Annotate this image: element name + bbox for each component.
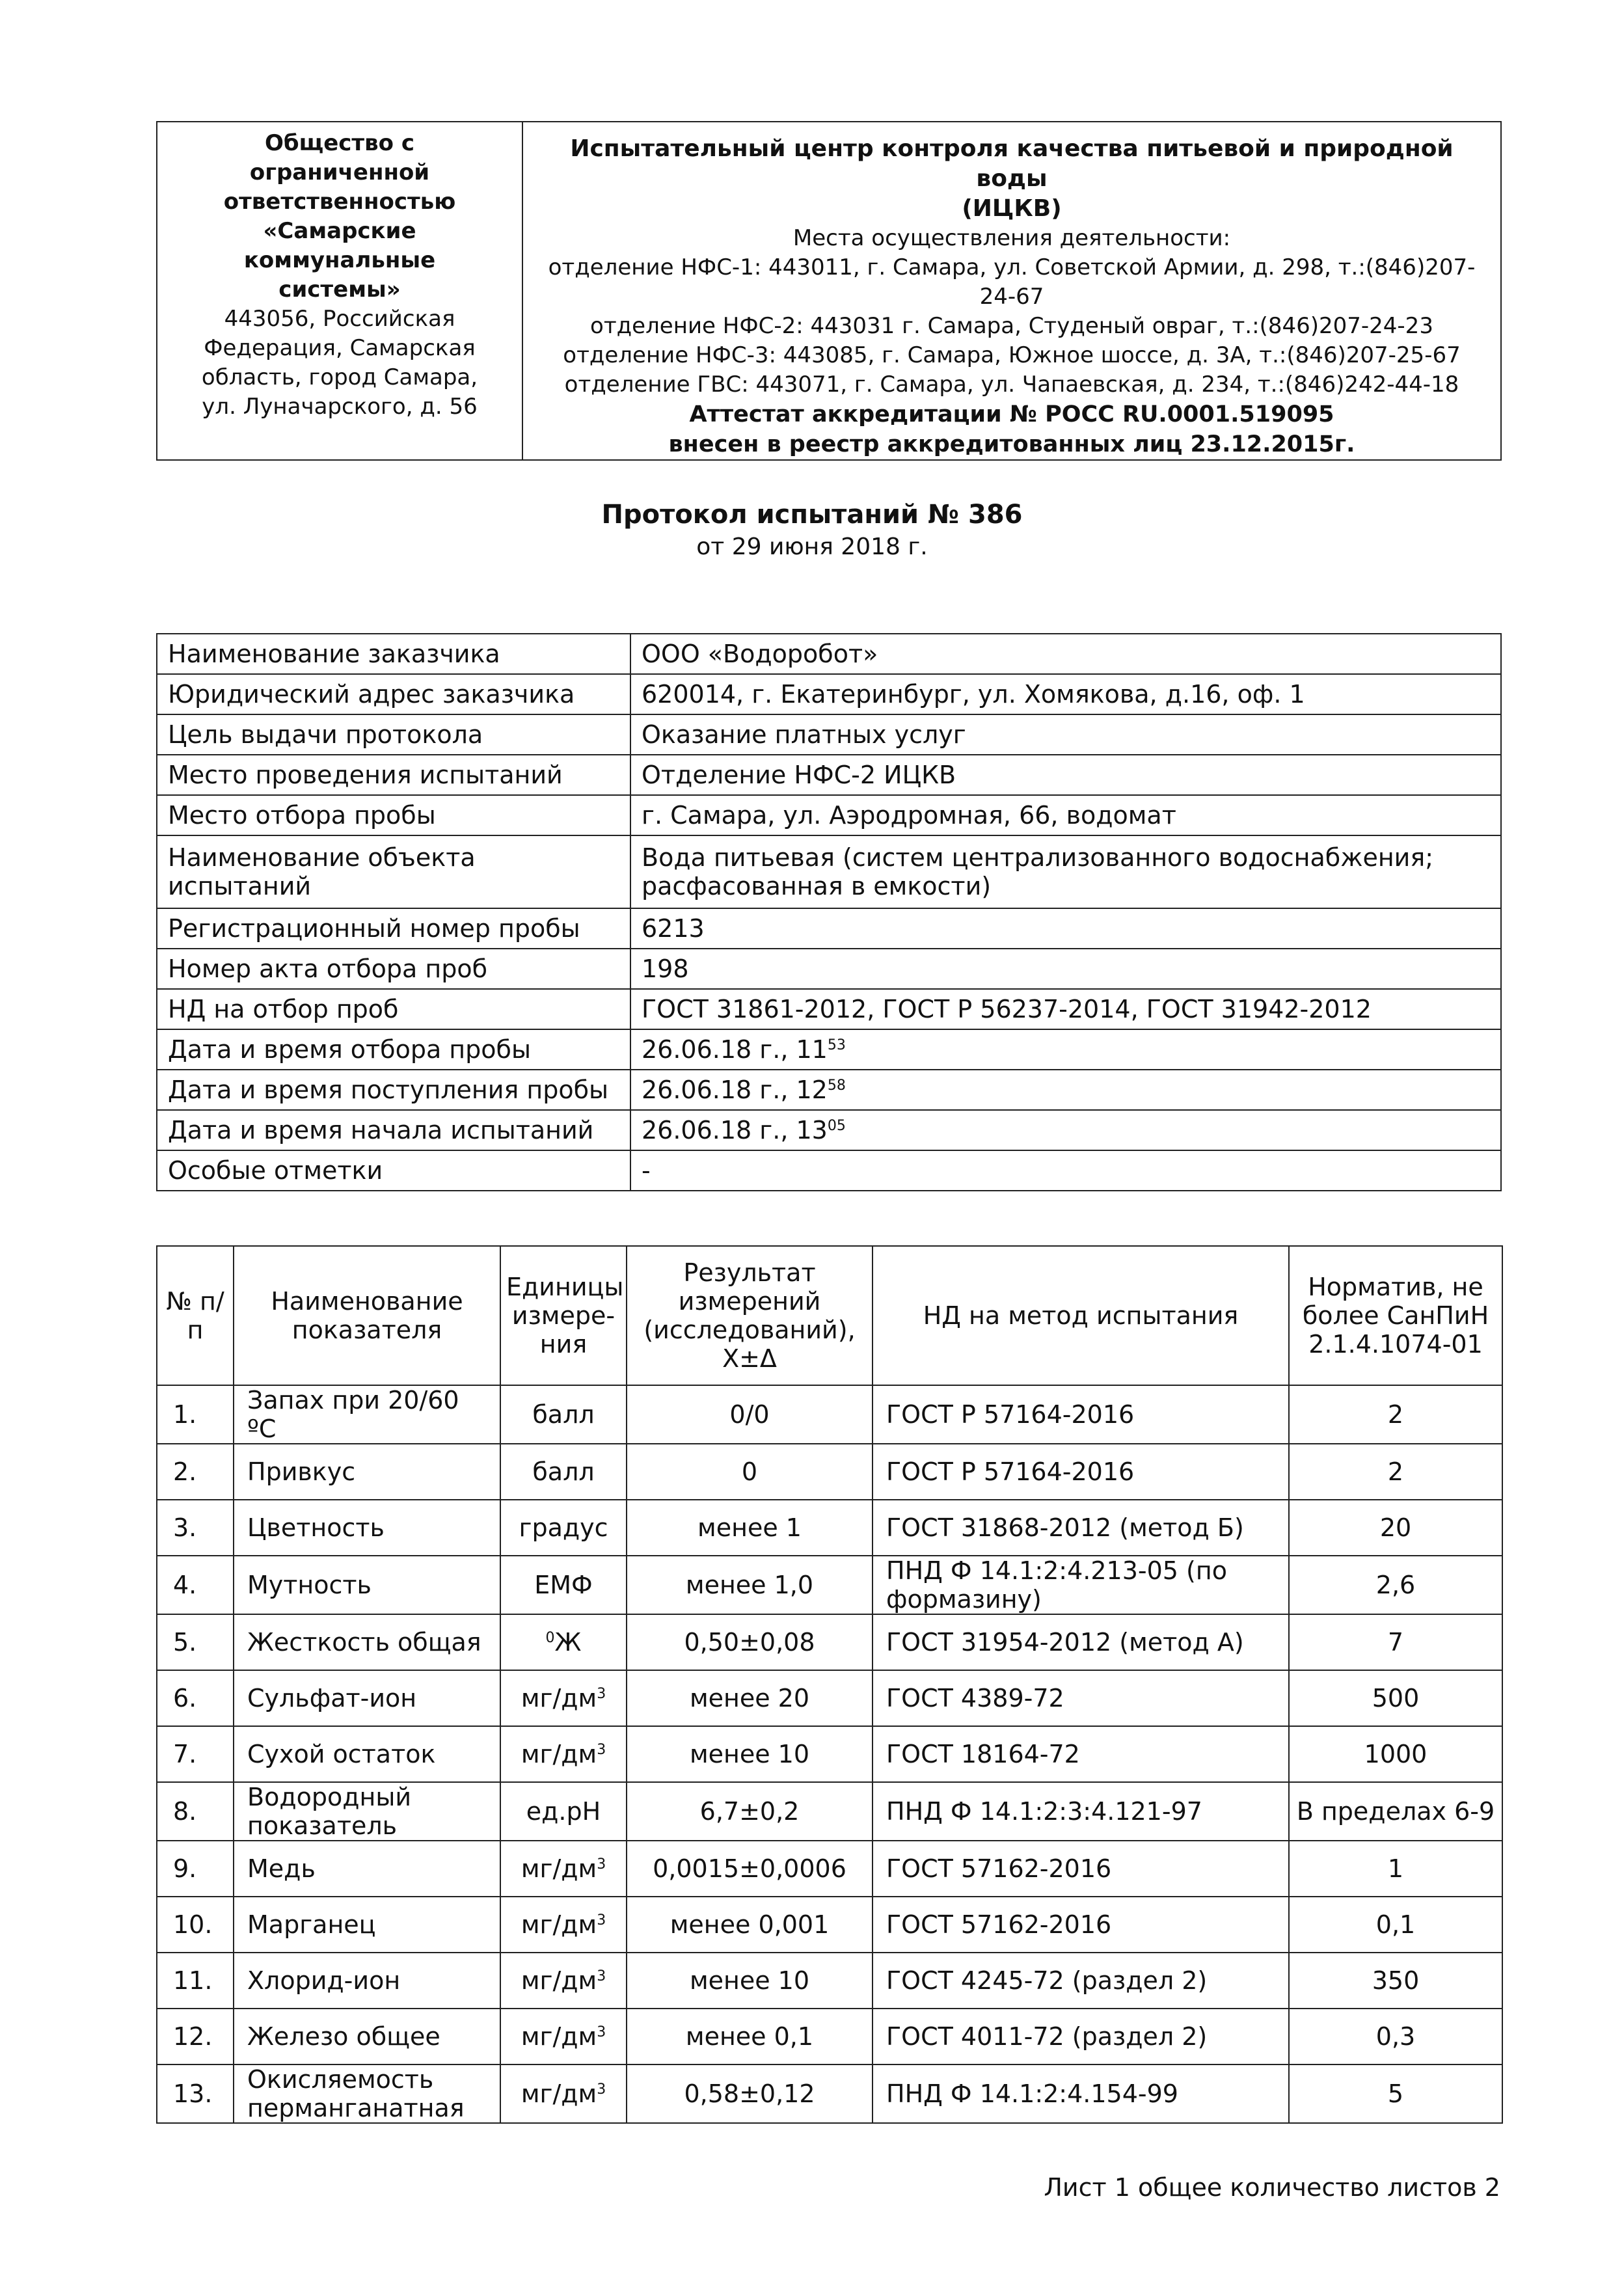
info-key: Номер акта отбора проб [157, 949, 630, 989]
unit-text: балл [532, 1400, 595, 1429]
info-key: Место отбора пробы [157, 795, 630, 835]
header-table [156, 121, 1502, 461]
col-header-method: НД на метод испытания [873, 1246, 1289, 1385]
info-value [630, 795, 1501, 835]
result-value: менее 10 [627, 1953, 873, 2009]
result-number: 7. [157, 1726, 234, 1782]
col-header-norm: Норматив, не более СанПиН 2.1.4.1074-01 [1289, 1246, 1502, 1385]
result-value: менее 0,001 [627, 1897, 873, 1953]
result-unit [500, 1614, 627, 1670]
result-unit [500, 1782, 627, 1841]
unit-text: мг/дм [521, 1910, 597, 1939]
info-value-text: 26.06.18 г., 13 [642, 1116, 828, 1144]
result-number: 11. [157, 1953, 234, 2009]
info-row [157, 835, 1501, 908]
accreditation-line: Аттестат аккредитации № РОСС RU.0001.519095 [689, 401, 1334, 427]
result-value: 0,58±0,12 [627, 2064, 873, 2123]
result-value: 0 [627, 1444, 873, 1500]
result-unit [500, 2064, 627, 2123]
result-method: ГОСТ 57162-2016 [873, 1841, 1289, 1897]
info-value [630, 714, 1501, 755]
result-indicator-name: Запах при 20/60 ºС [234, 1385, 500, 1444]
info-value [630, 755, 1501, 795]
result-value: менее 10 [627, 1726, 873, 1782]
organization-name-line: коммунальные [243, 247, 436, 273]
unit-text: мг/дм [521, 2079, 597, 2108]
result-norm: 1 [1289, 1841, 1502, 1897]
info-value-text: г. Самара, ул. Аэродромная, 66, водомат [642, 801, 1176, 830]
info-value [630, 1070, 1501, 1110]
result-number: 9. [157, 1841, 234, 1897]
unit-text: ед.рН [526, 1797, 601, 1826]
organization-name-line: Общество с [264, 130, 414, 156]
protocol-date: от 29 июня 2018 г. [696, 534, 928, 560]
result-number: 6. [157, 1670, 234, 1726]
info-row [157, 795, 1501, 835]
result-value: менее 1 [627, 1500, 873, 1556]
result-value: менее 0,1 [627, 2009, 873, 2064]
info-row [157, 755, 1501, 795]
result-indicator-name: Мутность [234, 1556, 500, 1614]
unit-superscript: 3 [597, 1912, 606, 1929]
testing-center-title-line: (ИЦКВ) [962, 195, 1062, 222]
result-value: менее 1,0 [627, 1556, 873, 1614]
accreditation-text [536, 399, 1487, 459]
info-key: Юридический адрес заказчика [157, 674, 630, 714]
protocol-title: Протокол испытаний № 386 [601, 500, 1023, 530]
unit-superscript: 3 [597, 1856, 606, 1873]
info-value [630, 634, 1501, 674]
result-method: ГОСТ Р 57164-2016 [873, 1444, 1289, 1500]
info-key: Регистрационный номер пробы [157, 908, 630, 949]
col-header-name: Наименование показателя [234, 1246, 500, 1385]
info-row [157, 1110, 1501, 1150]
result-indicator-name: Жесткость общая [234, 1614, 500, 1670]
info-value [630, 908, 1501, 949]
info-key: Место проведения испытаний [157, 755, 630, 795]
result-row [157, 1953, 1502, 2009]
organization-name-line: системы» [278, 277, 401, 303]
result-number: 10. [157, 1897, 234, 1953]
organization-address-line: 443056, Российская [224, 306, 455, 332]
results-table [156, 1245, 1503, 2124]
result-norm: 7 [1289, 1614, 1502, 1670]
result-row [157, 1556, 1502, 1614]
col-header-result: Результат измерений (исследований), X±Δ [627, 1246, 873, 1385]
info-row [157, 634, 1501, 674]
result-indicator-name: Водородный показатель [234, 1782, 500, 1841]
result-value: 0,0015±0,0006 [627, 1841, 873, 1897]
result-indicator-name: Железо общее [234, 2009, 500, 2064]
result-norm: 2,6 [1289, 1556, 1502, 1614]
result-norm: 2 [1289, 1385, 1502, 1444]
info-row [157, 674, 1501, 714]
result-norm: 0,3 [1289, 2009, 1502, 2064]
result-unit [500, 1670, 627, 1726]
result-norm: В пределах 6-9 [1289, 1782, 1502, 1841]
result-unit [500, 1444, 627, 1500]
organization-name-line: ограниченной [249, 159, 430, 185]
results-header-row [157, 1246, 1502, 1385]
result-method: ГОСТ 31954-2012 (метод А) [873, 1614, 1289, 1670]
unit-superscript: 3 [597, 1968, 606, 1984]
unit-text: балл [532, 1457, 595, 1486]
info-value-text: 198 [642, 954, 689, 983]
result-number: 12. [157, 2009, 234, 2064]
unit-text: мг/дм [521, 2022, 597, 2051]
info-key: Наименование объекта испытаний [157, 835, 630, 908]
info-key: Дата и время начала испытаний [157, 1110, 630, 1150]
result-number: 3. [157, 1500, 234, 1556]
result-norm: 1000 [1289, 1726, 1502, 1782]
result-indicator-name: Хлорид-ион [234, 1953, 500, 2009]
result-norm: 500 [1289, 1670, 1502, 1726]
info-value [630, 1150, 1501, 1191]
result-norm: 0,1 [1289, 1897, 1502, 1953]
organization-address [167, 305, 513, 422]
result-indicator-name: Цветность [234, 1500, 500, 1556]
info-value-text: ООО «Водоробот» [642, 640, 878, 668]
result-value: менее 20 [627, 1670, 873, 1726]
organization-address-line: область, город Самара, [201, 364, 478, 390]
unit-superscript: 3 [597, 2081, 606, 2098]
result-unit [500, 1385, 627, 1444]
result-indicator-name: Сульфат-ион [234, 1670, 500, 1726]
organization-address-line: ул. Луначарского, д. 56 [202, 394, 478, 420]
info-key: НД на отбор проб [157, 989, 630, 1029]
info-key: Дата и время отбора пробы [157, 1029, 630, 1070]
result-indicator-name: Марганец [234, 1897, 500, 1953]
result-unit [500, 1841, 627, 1897]
unit-superscript: 0 [545, 1630, 555, 1646]
result-norm: 5 [1289, 2064, 1502, 2123]
result-row [157, 2009, 1502, 2064]
result-row [157, 2064, 1502, 2123]
time-minutes: 53 [827, 1037, 846, 1053]
info-value [630, 949, 1501, 989]
testing-center-title-line: Испытательный центр контроля качества питьевой и природной воды [570, 135, 1454, 192]
result-norm: 350 [1289, 1953, 1502, 2009]
info-value-text: 620014, г. Екатеринбург, ул. Хомякова, д.16, оф. 1 [642, 680, 1305, 709]
testing-center-cell [522, 122, 1501, 460]
info-row [157, 989, 1501, 1029]
result-unit [500, 1897, 627, 1953]
time-minutes: 05 [827, 1118, 846, 1134]
branch-line: отделение ГВС: 443071, г. Самара, ул. Чапаевская, д. 234, т.:(846)242-44-18 [564, 372, 1459, 398]
result-row [157, 1897, 1502, 1953]
result-row [157, 1444, 1502, 1500]
result-method: ГОСТ 18164-72 [873, 1726, 1289, 1782]
info-key: Дата и время поступления пробы [157, 1070, 630, 1110]
time-minutes: 58 [827, 1077, 846, 1094]
result-method: ГОСТ 57162-2016 [873, 1897, 1289, 1953]
places-label: Места осуществления деятельности: [792, 225, 1231, 251]
info-key: Цель выдачи протокола [157, 714, 630, 755]
info-row [157, 1150, 1501, 1191]
result-row [157, 1385, 1502, 1444]
organization-address-line: Федерация, Самарская [204, 335, 476, 361]
result-method: ГОСТ 31868-2012 (метод Б) [873, 1500, 1289, 1556]
result-number: 4. [157, 1556, 234, 1614]
result-row [157, 1670, 1502, 1726]
result-row [157, 1500, 1502, 1556]
result-norm: 2 [1289, 1444, 1502, 1500]
result-method: ПНД Ф 14.1:2:3:4.121-97 [873, 1782, 1289, 1841]
result-row [157, 1726, 1502, 1782]
result-number: 2. [157, 1444, 234, 1500]
result-unit [500, 1500, 627, 1556]
branch-line: отделение НФС-1: 443011, г. Самара, ул. Советской Армии, д. 298, т.:(846)207-24-67 [548, 254, 1476, 310]
unit-text: ЕМФ [534, 1571, 593, 1599]
info-value-text: Отделение НФС-2 ИЦКВ [642, 761, 956, 789]
info-value [630, 1110, 1501, 1150]
accreditation-line: внесен в реестр аккредитованных лиц 23.12.2015г. [668, 431, 1355, 457]
result-value: 6,7±0,2 [627, 1782, 873, 1841]
unit-text: градус [519, 1513, 608, 1542]
result-unit [500, 1726, 627, 1782]
result-method: ПНД Ф 14.1:2:4.154-99 [873, 2064, 1289, 2123]
info-value-text: Вода питьевая (систем централизованного водоснабжения; расфасованная в емкости) [642, 843, 1434, 900]
info-value [630, 1029, 1501, 1070]
result-indicator-name: Привкус [234, 1444, 500, 1500]
result-number: 1. [157, 1385, 234, 1444]
col-header-unit: Единицы измере-ния [500, 1246, 627, 1385]
result-indicator-name: Окисляемость перманганатная [234, 2064, 500, 2123]
info-value-text: - [642, 1156, 651, 1185]
info-value-text: ГОСТ 31861-2012, ГОСТ Р 56237-2014, ГОСТ 31942-2012 [642, 995, 1372, 1023]
testing-center-title [536, 134, 1487, 224]
result-norm: 20 [1289, 1500, 1502, 1556]
result-unit [500, 1556, 627, 1614]
info-row [157, 1029, 1501, 1070]
result-row [157, 1614, 1502, 1670]
info-value [630, 989, 1501, 1029]
info-row [157, 908, 1501, 949]
organization-name-line: «Самарские [263, 218, 416, 244]
result-method: ГОСТ Р 57164-2016 [873, 1385, 1289, 1444]
unit-superscript: 3 [597, 2024, 606, 2040]
sheet-counter: Лист 1 общее количество листов 2 [1044, 2173, 1500, 2202]
organization-name [167, 129, 513, 305]
result-row [157, 1782, 1502, 1841]
info-key: Особые отметки [157, 1150, 630, 1191]
result-number: 8. [157, 1782, 234, 1841]
info-value-text: 26.06.18 г., 11 [642, 1035, 828, 1064]
unit-text: Ж [554, 1628, 582, 1657]
result-value: 0/0 [627, 1385, 873, 1444]
customer-info-table [156, 633, 1502, 1191]
unit-superscript: 3 [597, 1686, 606, 1702]
result-indicator-name: Сухой остаток [234, 1726, 500, 1782]
result-indicator-name: Медь [234, 1841, 500, 1897]
result-method: ГОСТ 4011-72 (раздел 2) [873, 2009, 1289, 2064]
unit-text: мг/дм [521, 1740, 597, 1768]
col-header-number: № п/п [157, 1246, 234, 1385]
info-value [630, 674, 1501, 714]
result-row [157, 1841, 1502, 1897]
organization-name-line: ответственностью [223, 189, 456, 215]
info-value-text: 6213 [642, 914, 705, 943]
result-method: ГОСТ 4389-72 [873, 1670, 1289, 1726]
info-value-text: 26.06.18 г., 12 [642, 1076, 828, 1104]
result-method: ПНД Ф 14.1:2:4.213-05 (по формазину) [873, 1556, 1289, 1614]
result-method: ГОСТ 4245-72 (раздел 2) [873, 1953, 1289, 2009]
result-number: 13. [157, 2064, 234, 2123]
result-value: 0,50±0,08 [627, 1614, 873, 1670]
info-row [157, 1070, 1501, 1110]
unit-superscript: 3 [597, 1742, 606, 1758]
result-unit [500, 1953, 627, 2009]
info-row [157, 949, 1501, 989]
info-key: Наименование заказчика [157, 634, 630, 674]
info-value [630, 835, 1501, 908]
branch-line: отделение НФС-3: 443085, г. Самара, Южное шоссе, д. 3А, т.:(846)207-25-67 [563, 342, 1461, 368]
branch-list [536, 253, 1487, 399]
info-row [157, 714, 1501, 755]
organization-cell [157, 122, 522, 460]
unit-text: мг/дм [521, 1854, 597, 1883]
unit-text: мг/дм [521, 1966, 597, 1995]
info-value-text: Оказание платных услуг [642, 720, 966, 749]
branch-line: отделение НФС-2: 443031 г. Самара, Студеный овраг, т.:(846)207-24-23 [590, 313, 1433, 339]
result-number: 5. [157, 1614, 234, 1670]
result-unit [500, 2009, 627, 2064]
unit-text: мг/дм [521, 1684, 597, 1712]
